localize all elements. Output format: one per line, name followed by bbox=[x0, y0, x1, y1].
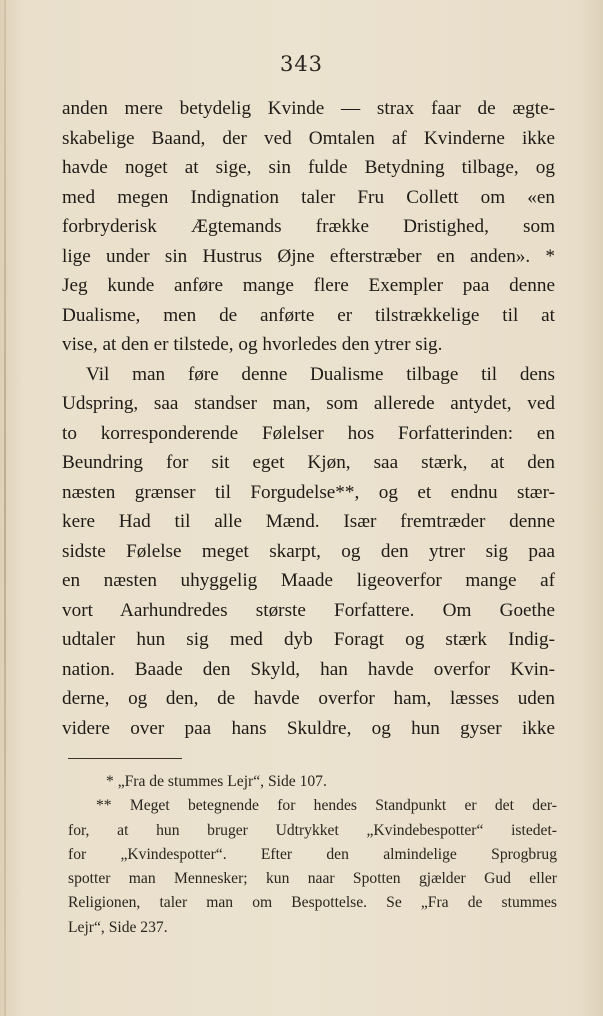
body-line: sidste Følelse meget skarpt, og den ytrer sig paa bbox=[62, 540, 555, 562]
body-line: videre over paa hans Skuldre, og hun gyser ikke bbox=[62, 717, 555, 739]
body-line: Udspring, saa standser man, som allerede antydet, ved bbox=[62, 393, 555, 414]
body-line: Beundring for sit eget Kjøn, saa stærk, at den bbox=[62, 452, 555, 473]
body-line: lige under sin Hustrus Øjne efterstræber en anden». * bbox=[62, 245, 555, 267]
body-line: kere Had til alle Mænd. Især fremtræder denne bbox=[62, 511, 555, 532]
body-line: anden mere betydelig Kvinde — strax faar de ægte- bbox=[62, 98, 555, 119]
body-line: Vil man føre denne Dualisme tilbage til dens bbox=[86, 363, 555, 385]
body-line: udtaler hun sig med dyb Foragt og stærk Indig- bbox=[62, 629, 555, 650]
body-line: Dualisme, men de anførte er tilstrækkelige til at bbox=[62, 304, 555, 326]
body-line: vort Aarhundredes største Forfattere. Om Goethe bbox=[62, 599, 555, 621]
footnote-line: Lejr“, Side 237. bbox=[68, 918, 168, 936]
page-number: 343 bbox=[279, 52, 324, 76]
body-line: Jeg kunde anføre mange flere Exempler paa denne bbox=[62, 275, 555, 296]
body-line: skabelige Baand, der ved Omtalen af Kvinderne ikke bbox=[62, 127, 555, 149]
footnote-line: for, at hun bruger Udtrykket „Kvindebespotter“ istedet- bbox=[68, 821, 557, 839]
body-line: vise, at den er tilstede, og hvorledes den ytrer sig. bbox=[62, 334, 443, 355]
body-line: derne, og den, de havde overfor ham, læsses uden bbox=[62, 688, 555, 709]
body-line: næsten grænser til Forgudelse**, og et endnu stær- bbox=[62, 481, 555, 503]
footnotes bbox=[68, 770, 557, 940]
footnote-line: ** Meget betegnende for hendes Standpunkt er det der- bbox=[96, 797, 557, 815]
footnote-line: for „Kvindespotter“. Efter den almindelige Sprogbrug bbox=[68, 845, 557, 863]
body-line: nation. Baade den Skyld, han havde overfor Kvin- bbox=[62, 658, 555, 680]
body-line: forbryderisk Ægtemands frække Dristighed, som bbox=[62, 216, 555, 237]
body-line: to korresponderende Følelser hos Forfatterinden: en bbox=[62, 422, 555, 444]
page-spine-shadow bbox=[4, 0, 6, 1016]
footnote-line: spotter man Mennesker; kun naar Spotten gjælder Gud eller bbox=[68, 870, 557, 888]
body-line: havde noget at sige, sin fulde Betydning tilbage, og bbox=[62, 157, 555, 178]
body-line: en næsten uhyggelig Maade ligeoverfor mange af bbox=[62, 570, 555, 591]
body-text bbox=[62, 94, 555, 743]
footnote-line: * „Fra de stummes Lejr“, Side 107. bbox=[106, 773, 327, 790]
footnote-divider bbox=[68, 758, 182, 759]
footnote-line: Religionen, taler man om Bespottelse. Se „Fra de stummes bbox=[68, 894, 557, 912]
body-line: med megen Indignation taler Fru Collett om «en bbox=[62, 186, 555, 208]
